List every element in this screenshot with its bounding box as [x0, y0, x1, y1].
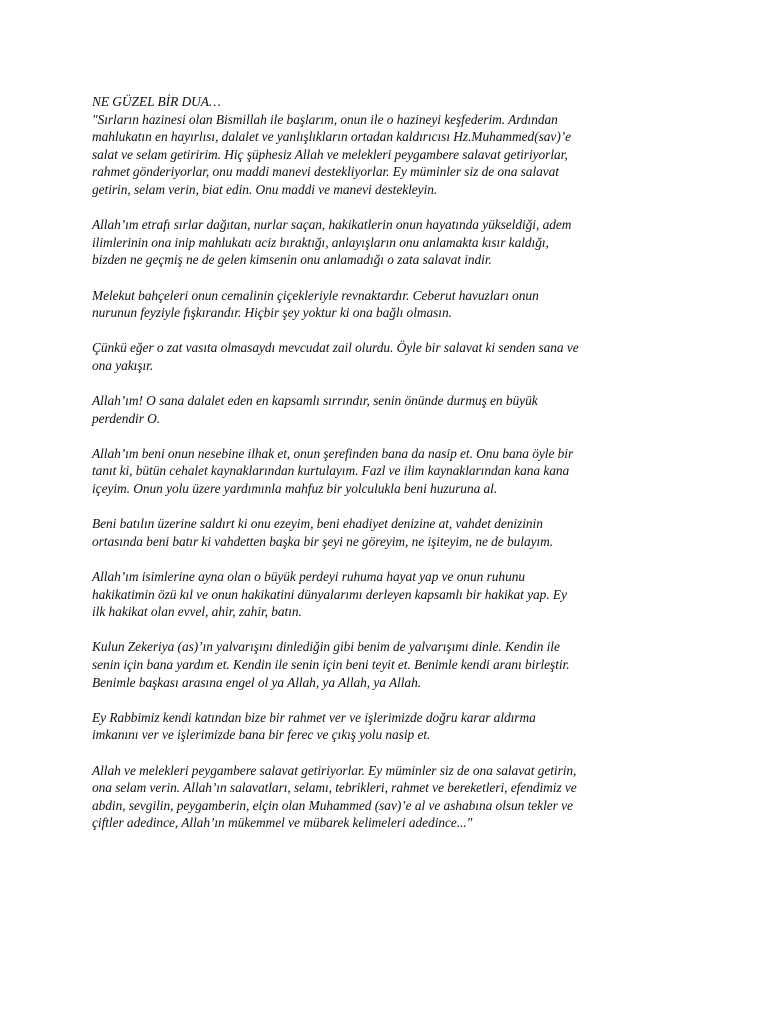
- paragraph: [92, 339, 682, 374]
- paragraph-line: rahmet gönderiyorlar, onu maddi manevi destekliyorlar. Ey müminler siz de ona salavat: [92, 164, 559, 180]
- paragraph: [92, 445, 682, 498]
- paragraph-line: Kulun Zekeriya (as)’ın yalvarışını dinlediğin gibi benim de yalvarışımı dinle. Kendin ile: [92, 639, 560, 655]
- paragraph: [92, 568, 682, 621]
- document-title: NE GÜZEL BİR DUA…: [92, 94, 221, 109]
- document-page: [92, 93, 682, 850]
- paragraph-line: Çünkü eğer o zat vasıta olmasaydı mevcudat zail olurdu. Öyle bir salavat ki senden sana ve: [92, 340, 579, 356]
- paragraph-line: getirin, selam verin, biat edin. Onu maddi ve manevi destekleyin.: [92, 181, 438, 197]
- paragraph-line: ona yakışır.: [92, 357, 154, 373]
- paragraph-line: nurunun feyziyle fışkırandır. Hiçbir şey yoktur ki ona bağlı olmasın.: [92, 305, 452, 321]
- paragraph: [92, 515, 682, 550]
- paragraph-line: abdin, sevgilin, peygamberin, elçin olan Muhammed (sav)’e al ve ashabına olsun tekler ve: [92, 797, 573, 813]
- paragraph-line: Allah’ım beni onun nesebine ilhak et, onun şerefinden bana da nasip et. Onu bana öyle bir: [92, 445, 574, 461]
- paragraph-line: ortasında beni batır ki vahdetten başka bir şeyi ne göreyim, ne işiteyim, ne de bulayım.: [92, 533, 554, 549]
- paragraph-line: Allah ve melekleri peygambere salavat getiriyorlar. Ey müminler siz de ona salavat getirin,: [92, 762, 577, 778]
- paragraph-line: Allah’ım isimlerine ayna olan o büyük perdeyi ruhuma hayat yap ve onun ruhunu: [92, 569, 526, 585]
- document-body: [92, 111, 682, 832]
- paragraph-line: tanıt ki, bütün cehalet kaynaklarından kurtulayım. Fazl ve ilim kaynaklarından kana kana: [92, 463, 570, 479]
- paragraph-line: hakikatimin özü kıl ve onun hakikatini dünyalarımı derleyen kapsamlı bir hakikat yap. Ey: [92, 586, 567, 602]
- paragraph-line: içeyim. Onun yolu üzere yardımınla mahfuz bir yolculukla beni huzuruna al.: [92, 481, 498, 497]
- paragraph-line: bizden ne geçmiş ne de gelen kimsenin onu anlamadığı o zata salavat indir.: [92, 252, 492, 268]
- paragraph-line: "Sırların hazinesi olan Bismillah ile başlarım, onun ile o hazineyi keşfederim. Ardından: [92, 111, 558, 127]
- paragraph-line: çiftler adedince, Allah’ın mükemmel ve mübarek kelimeleri adedince...": [92, 815, 473, 831]
- paragraph-line: ilimlerinin ona inip mahlukatı aciz bıraktığı, anlayışların onu anlamakta kısır kaldığı,: [92, 234, 549, 250]
- paragraph-line: salat ve selam getiririm. Hiç şüphesiz Allah ve melekleri peygambere salavat getiriyorlar,: [92, 146, 568, 162]
- paragraph-line: mahlukatın en hayırlısı, dalalet ve yanlışlıkların ortadan kaldırıcısı Hz.Muhammed(sav)’e: [92, 129, 572, 145]
- paragraph: [92, 638, 682, 691]
- paragraph-line: ilk hakikat olan evvel, ahir, zahir, batın.: [92, 604, 302, 620]
- paragraph-line: Beni batılın üzerine saldırt ki onu ezeyim, beni ehadiyet denizine at, vahdet denizinin: [92, 516, 543, 532]
- paragraph-line: imkanını ver ve işlerimizde bana bir ferec ve çıkış yolu nasip et.: [92, 727, 431, 743]
- paragraph: [92, 216, 682, 269]
- paragraph-line: Melekut bahçeleri onun cemalinin çiçekleriyle revnaktardır. Ceberut havuzları onun: [92, 287, 539, 303]
- paragraph-line: perdendir O.: [92, 410, 161, 426]
- paragraph-line: senin için bana yardım et. Kendin ile senin için beni teyit et. Benimle kendi aranı birleştir.: [92, 657, 570, 672]
- paragraph-line: Allah’ım! O sana dalalet eden en kapsamlı sırrındır, senin önünde durmuş en büyük: [92, 393, 538, 409]
- paragraph: [92, 392, 682, 427]
- paragraph: [92, 111, 682, 199]
- paragraph: [92, 762, 682, 832]
- paragraph: [92, 287, 682, 322]
- paragraph-line: Benimle başkası arasına engel ol ya Allah, ya Allah, ya Allah.: [92, 674, 422, 690]
- paragraph-line: Allah’ım etrafı sırlar dağıtan, nurlar saçan, hakikatlerin onun hayatında yükseldiği, adem: [92, 217, 572, 233]
- paragraph-line: ona selam verin. Allah’ın salavatları, selamı, tebrikleri, rahmet ve bereketleri, efendimiz ve: [92, 780, 577, 796]
- paragraph: [92, 709, 682, 744]
- paragraph-line: Ey Rabbimiz kendi katından bize bir rahmet ver ve işlerimizde doğru karar aldırma: [92, 709, 536, 725]
